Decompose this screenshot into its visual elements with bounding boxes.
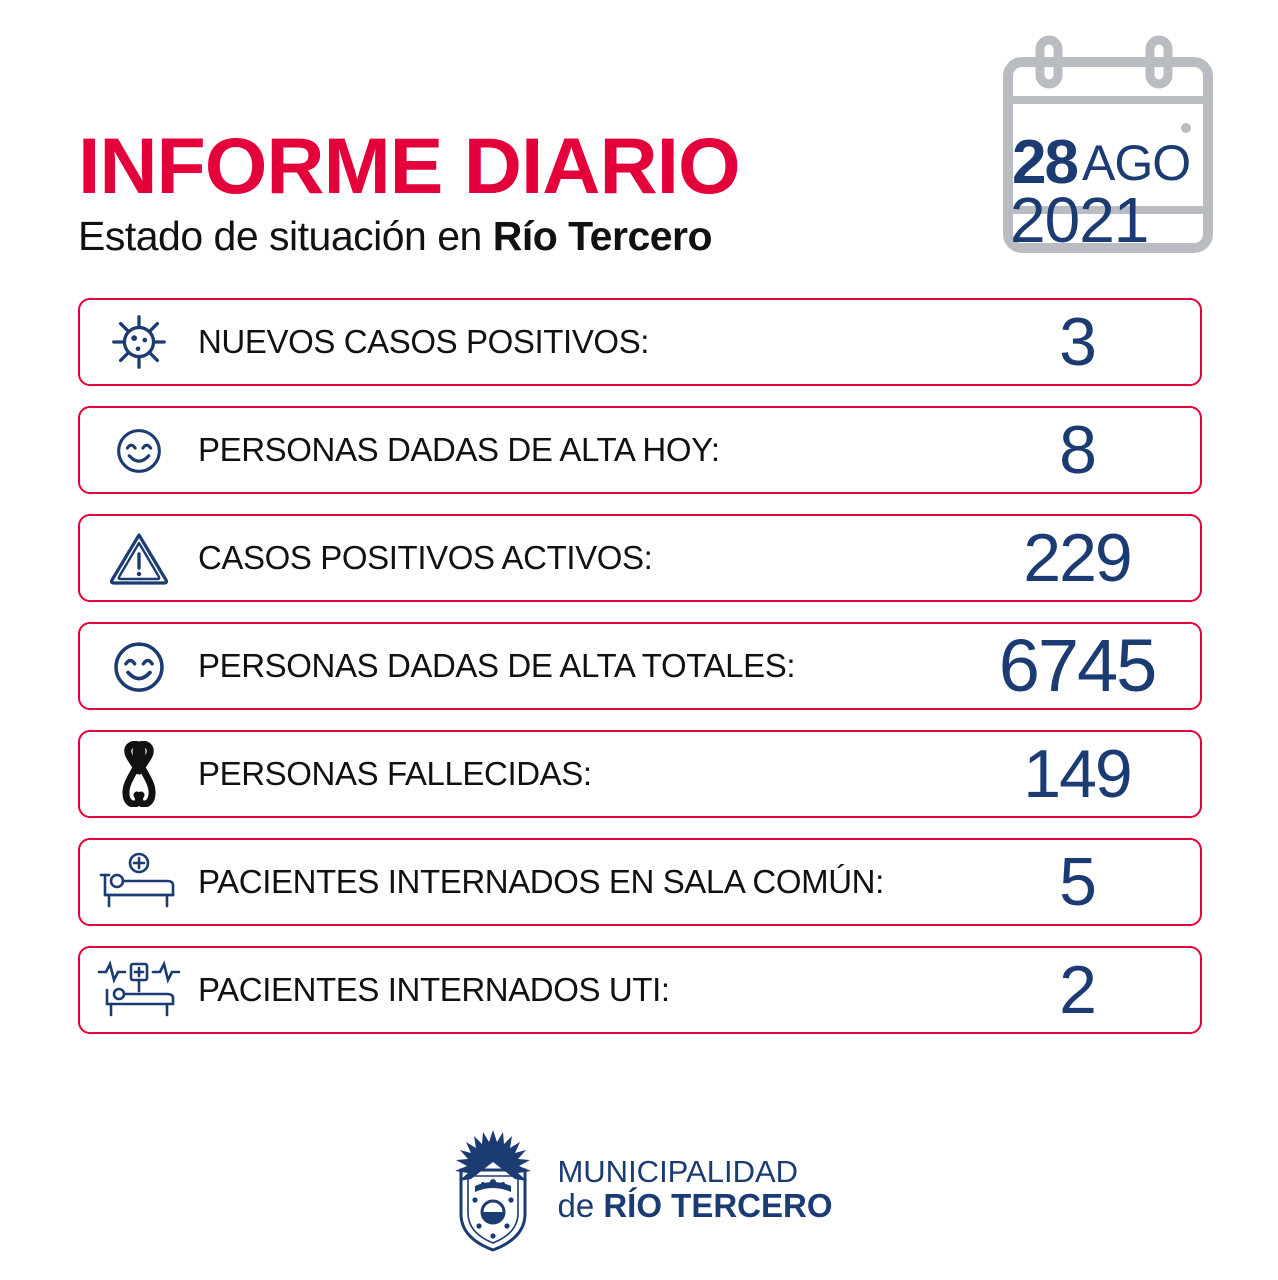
smiley-icon	[80, 622, 198, 710]
municipal-crest-icon	[445, 1126, 541, 1254]
stat-row	[78, 298, 1202, 386]
stat-value: 5	[1059, 844, 1095, 920]
stat-label: NUEVOS CASOS POSITIVOS:	[198, 323, 650, 360]
stat-row	[78, 946, 1202, 1034]
stat-rows	[78, 298, 1202, 1054]
footer-text	[557, 1156, 832, 1223]
stat-row	[78, 406, 1202, 494]
stat-value: 8	[1059, 412, 1095, 488]
stat-value: 3	[1059, 304, 1095, 380]
stat-label: PERSONAS DADAS DE ALTA HOY:	[198, 431, 720, 468]
icu-bed-icon	[80, 946, 198, 1034]
stat-label: PERSONAS DADAS DE ALTA TOTALES:	[198, 647, 796, 684]
calendar-year: 2021	[1010, 184, 1149, 256]
page-subtitle	[78, 213, 978, 260]
stat-row	[78, 730, 1202, 818]
stat-value: 6745	[998, 624, 1156, 707]
title-block	[78, 121, 978, 260]
footer-prefix: de	[557, 1186, 604, 1224]
stat-label: PERSONAS FALLECIDAS:	[198, 755, 592, 792]
stat-row	[78, 514, 1202, 602]
stat-value: 229	[1023, 520, 1131, 596]
footer-line-1: MUNICIPALIDAD	[557, 1154, 799, 1190]
stat-label: CASOS POSITIVOS ACTIVOS:	[198, 539, 653, 576]
stat-row	[78, 838, 1202, 926]
hospital-bed-icon	[80, 838, 198, 926]
warning-icon	[80, 514, 198, 602]
calendar-day: 28	[1012, 128, 1077, 197]
ribbon-icon	[80, 730, 198, 818]
footer-city: RÍO TERCERO	[603, 1186, 833, 1224]
stat-value: 149	[1023, 736, 1131, 812]
calendar-icon	[1000, 34, 1216, 266]
stat-label: PACIENTES INTERNADOS EN SALA COMÚN:	[198, 863, 884, 900]
footer	[0, 1126, 1278, 1254]
page-title: INFORME DIARIO	[78, 121, 740, 210]
stat-value: 2	[1059, 952, 1095, 1028]
subtitle-location: Río Tercero	[492, 213, 713, 260]
footer-line-2	[557, 1186, 833, 1224]
stat-row	[78, 622, 1202, 710]
stat-label: PACIENTES INTERNADOS UTI:	[198, 971, 670, 1008]
header	[0, 0, 1278, 290]
smiley-icon	[80, 406, 198, 494]
virus-icon	[80, 298, 198, 386]
calendar-month: AGO	[1082, 135, 1191, 191]
subtitle-prefix: Estado de situación en	[78, 213, 493, 260]
